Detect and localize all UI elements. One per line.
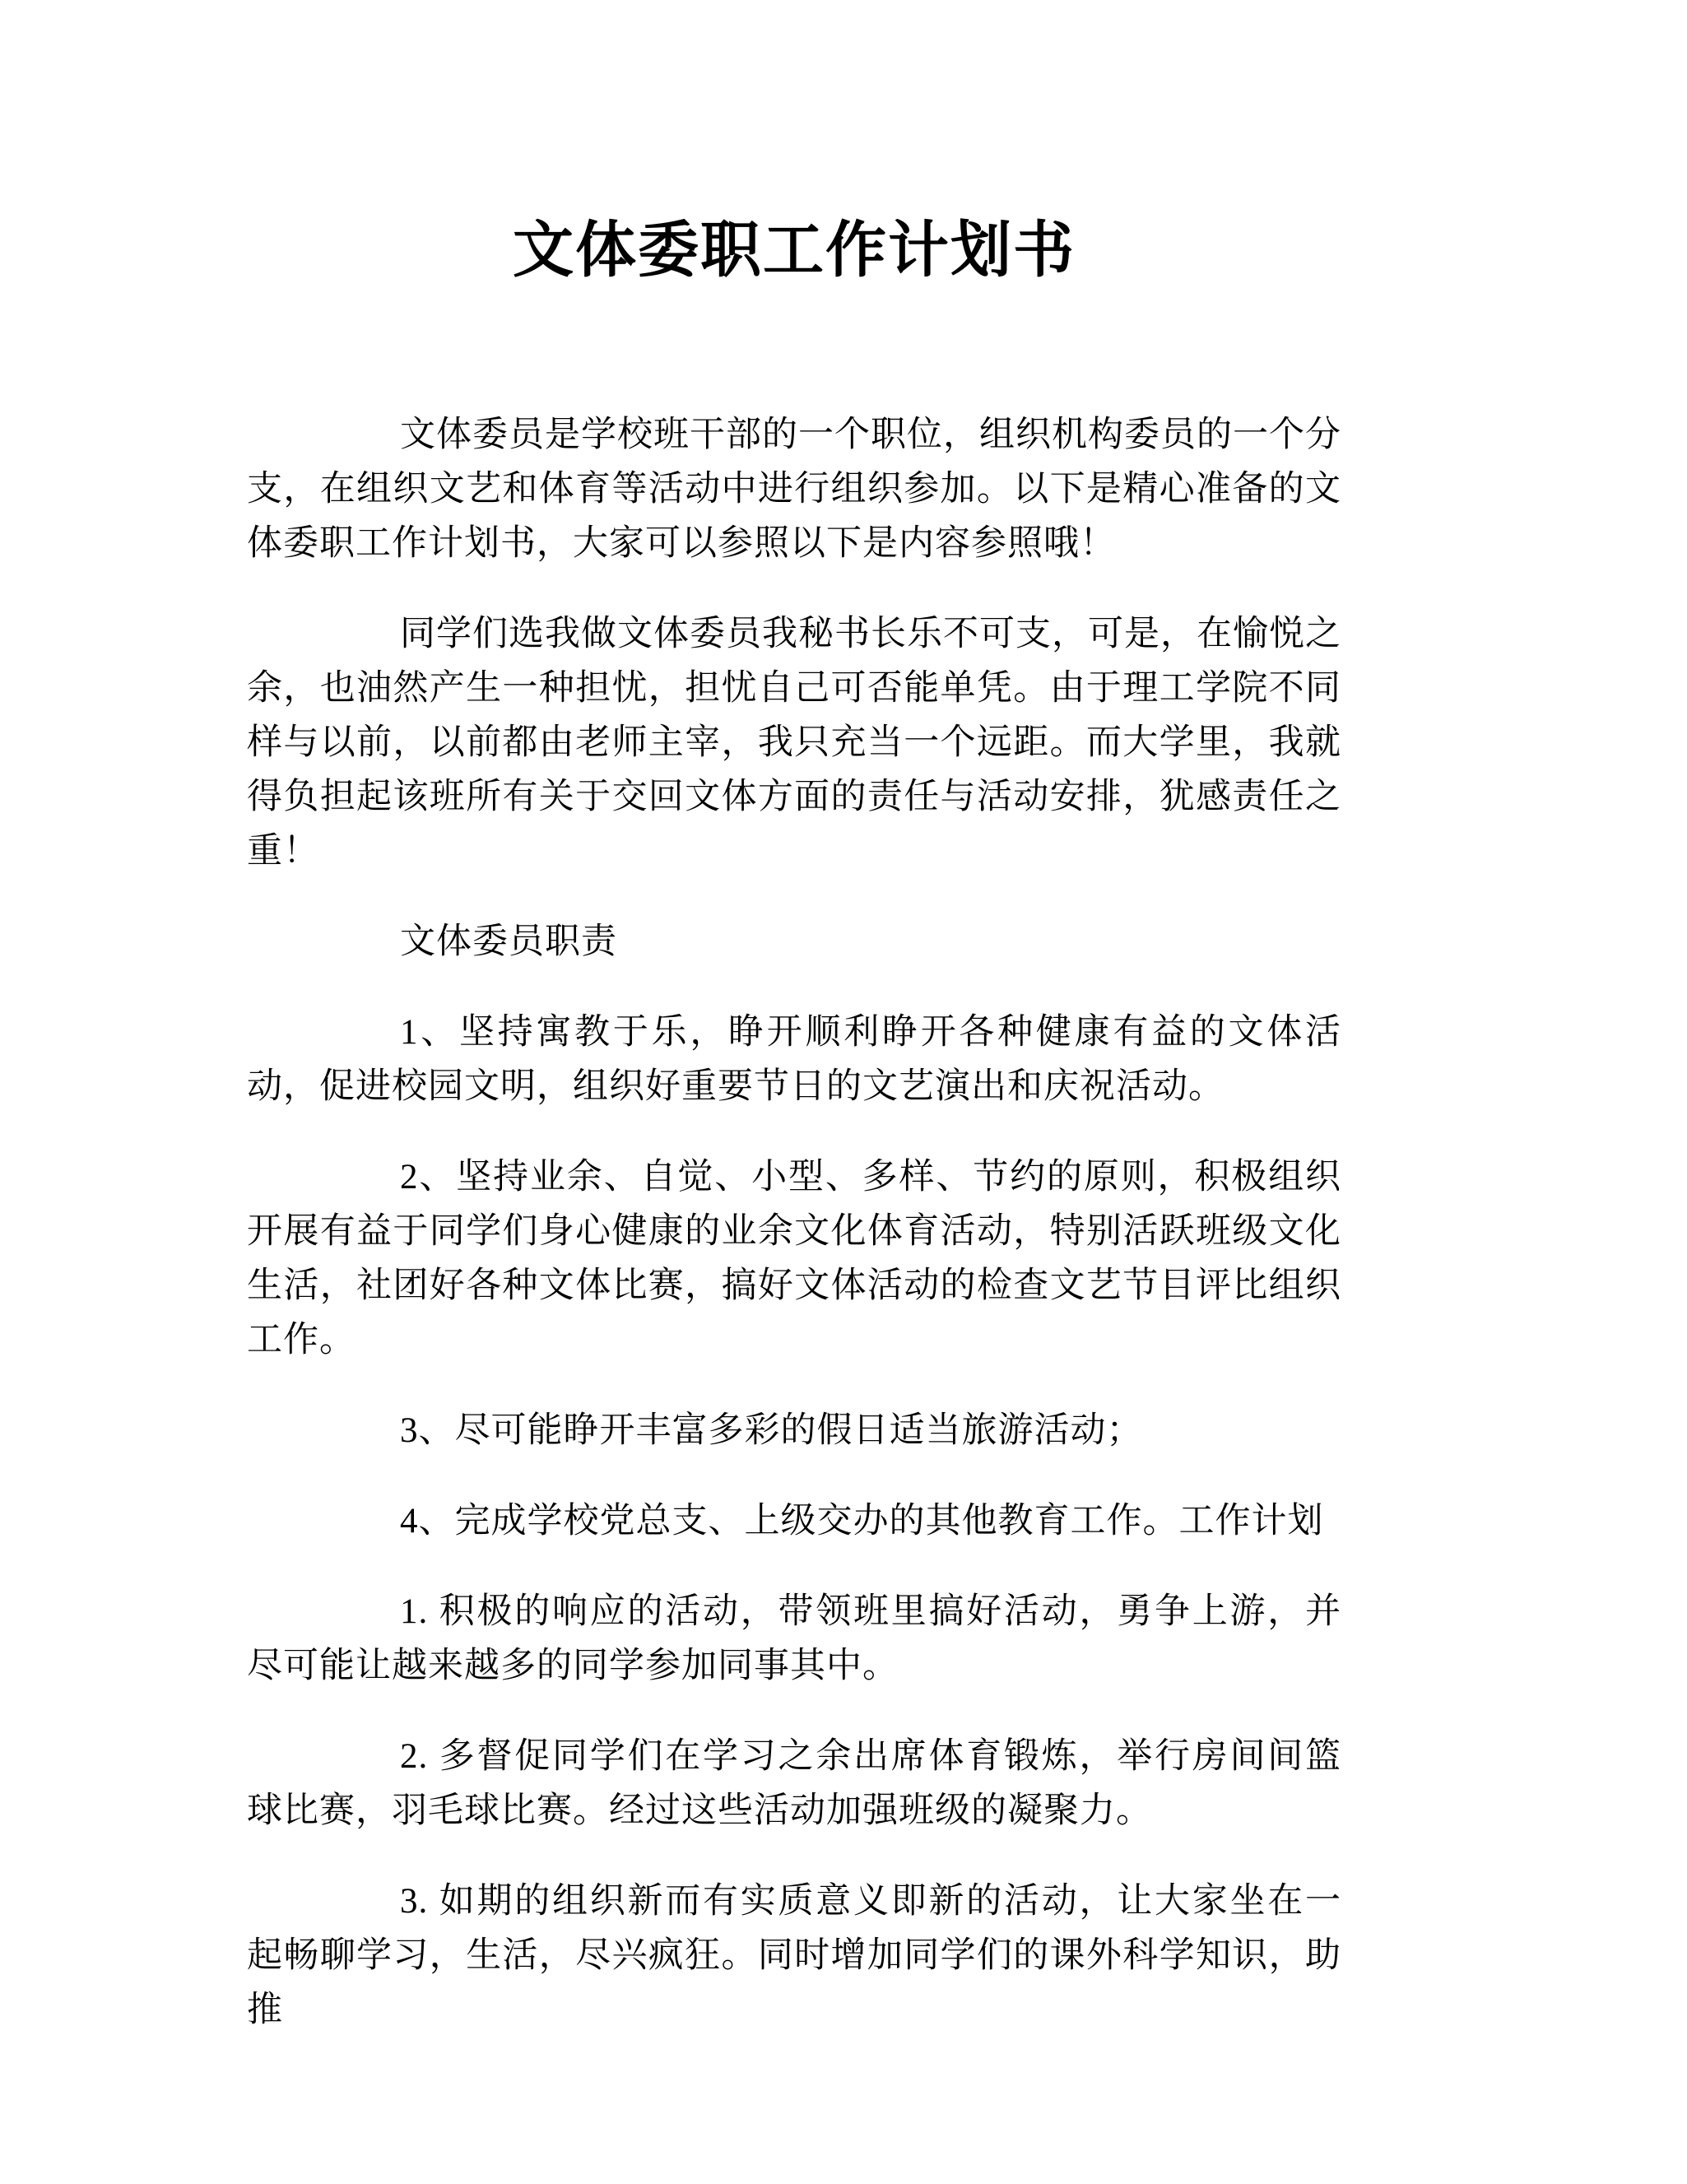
- document-body: [247, 408, 1341, 2038]
- plan-item-3: 3. 如期的组织新而有实质意义即新的活动，让大家坐在一起畅聊学习，生活，尽兴疯狂。同时增加同学们的课外科学知识，助推: [247, 1882, 1341, 2029]
- duty-item-2: 2、坚持业余、自觉、小型、多样、节约的原则，积极组织开展有益于同学们身心健康的业余文化体育活动，特别活跃班级文化生活，社团好各种文体比赛，搞好文体活动的检查文艺节目评比组织工作。: [247, 1158, 1341, 1359]
- intro-paragraph: 文体委员是学校班干部的一个职位，组织机构委员的一个分支，在组织文艺和体育等活动中进行组织参加。以下是精心准备的文体委职工作计划书，大家可以参照以下是内容参照哦！: [247, 416, 1341, 563]
- plan-item-1: 1. 积极的响应的活动，带领班里搞好活动，勇争上游，并尽可能让越来越多的同学参加同事其中。: [247, 1592, 1341, 1685]
- self-intro-paragraph: 同学们选我做文体委员我秘书长乐不可支，可是，在愉悦之余，也油然产生一种担忧，担忧自己可否能单凭。由于理工学院不同样与以前，以前都由老师主宰，我只充当一个远距。而大学里，我就得负担起该班所有关于交回文体方面的责任与活动安排，犹感责任之重！: [247, 615, 1341, 871]
- plan-item-2: 2. 多督促同学们在学习之余出席体育锻炼，举行房间间篮球比赛，羽毛球比赛。经过这些活动加强班级的凝聚力。: [247, 1737, 1341, 1830]
- duties-heading: 文体委员职责: [400, 922, 617, 961]
- duty-item-1: 1、坚持寓教于乐，睁开顺利睁开各种健康有益的文体活动，促进校园文明，组织好重要节日的文艺演出和庆祝活动。: [247, 1013, 1341, 1106]
- duty-item-4: 4、完成学校党总支、上级交办的其他教育工作。工作计划: [400, 1502, 1324, 1540]
- document-title: 文体委职工作计划书: [513, 217, 1076, 285]
- duty-item-3: 3、尽可能睁开丰富多彩的假日适当旅游活动；: [400, 1411, 1143, 1450]
